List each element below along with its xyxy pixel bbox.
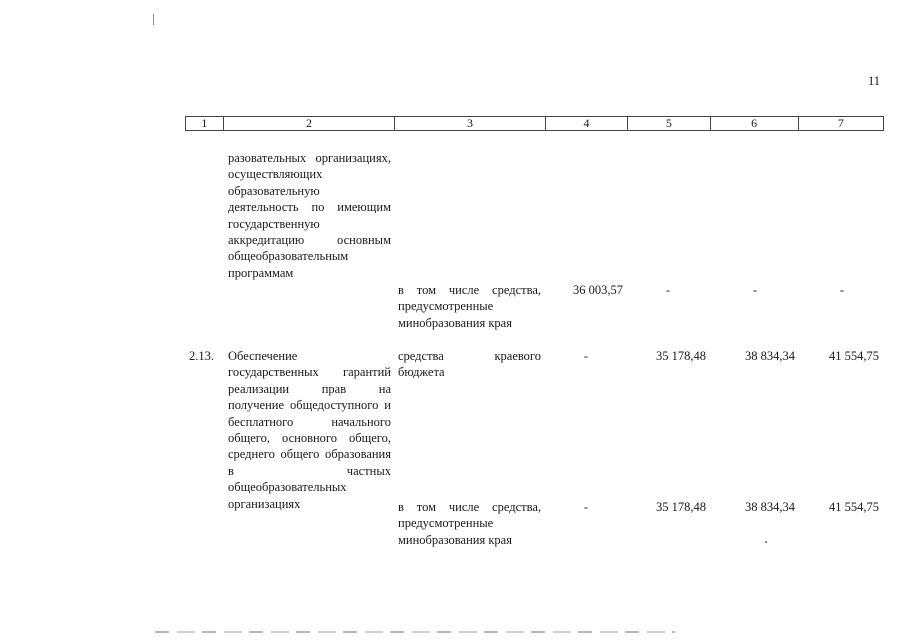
row-1-col-4: 36 003,57	[573, 283, 623, 297]
row-3-col-6: 38 834,34	[745, 500, 795, 514]
header-col-5: 5	[628, 117, 710, 130]
row-0-description: разовательных организациях, осуществляющих образовательную деятельность по имеющим государственную аккредитацию основным общеобразовательным программам	[228, 151, 391, 280]
row-1-col-6: -	[752, 283, 758, 297]
header-col-1: 1	[186, 117, 224, 130]
header-col-3: 3	[395, 117, 546, 130]
scan-footer-noise	[155, 631, 675, 633]
page-number: 11	[868, 74, 881, 88]
row-2-item-number: 2.13.	[189, 349, 214, 363]
row-3-funding-source: в том числе средства, предусмотренные минобразования края	[398, 500, 541, 547]
row-2-funding-source: средства краевого бюджета	[398, 349, 541, 380]
row-3-col-7: 41 554,75	[829, 500, 879, 514]
scan-dot	[765, 541, 767, 543]
row-2-col-6: 38 834,34	[745, 349, 795, 363]
row-2-col-5: 35 178,48	[656, 349, 706, 363]
scan-mark	[153, 14, 154, 25]
header-col-4: 4	[546, 117, 628, 130]
row-3-col-5: 35 178,48	[656, 500, 706, 514]
row-2-description: Обеспечение государственных гарантий реализации прав на получение общедоступного и бесплатного начального общего, основного общего, среднего общего образования в частных общеобразовательных организациях	[228, 349, 391, 511]
row-1-col-5: -	[665, 283, 671, 297]
header-col-7: 7	[837, 116, 844, 130]
row-2-col-4: -	[583, 349, 589, 363]
row-1-col-7: -	[839, 283, 845, 297]
row-3-col-4: -	[583, 500, 589, 514]
row-2-col-7: 41 554,75	[829, 349, 879, 363]
header-col-2: 2	[224, 117, 396, 130]
header-col-6: 6	[711, 117, 799, 130]
row-1-funding-source: в том числе средства, предусмотренные минобразования края	[398, 283, 541, 330]
column-number-header	[185, 116, 884, 131]
